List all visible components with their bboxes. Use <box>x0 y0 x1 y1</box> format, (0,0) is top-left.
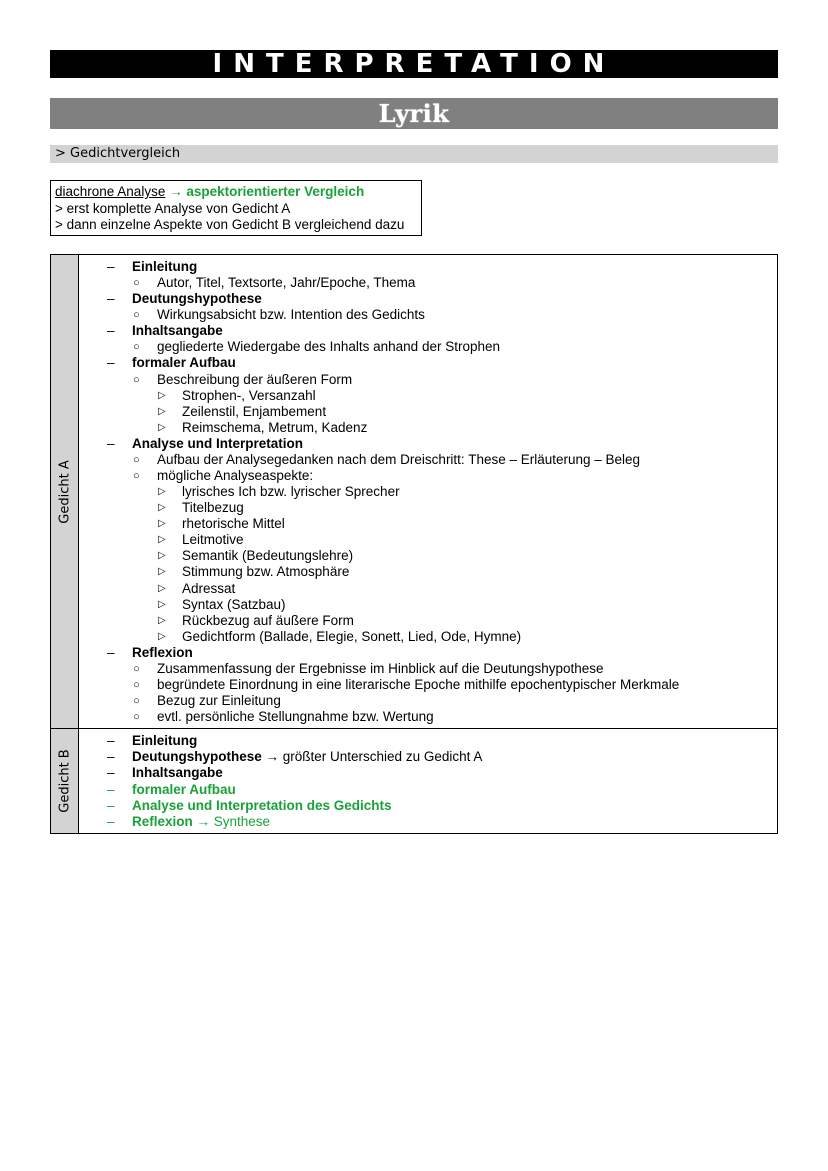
info-line-3: > dann einzelne Aspekte von Gedicht B vergleichend dazu <box>55 217 405 232</box>
method-name: aspektorientierter Vergleich <box>186 184 365 199</box>
outline-item-level-2 <box>79 275 777 291</box>
outline-item-text: Titelbezug <box>182 500 244 516</box>
bullet-icon: ○ <box>133 679 140 692</box>
outline-item-text: Reflexion <box>132 644 193 660</box>
bullet-icon: ○ <box>133 341 140 354</box>
method-info-box <box>50 180 422 236</box>
outline-item-text-wrap <box>182 500 244 516</box>
outline-item-text-wrap <box>132 798 392 814</box>
outline-item-text: Aufbau der Analysegedanken nach dem Dreischritt: These – Erläuterung – Beleg <box>157 451 641 467</box>
gedicht-b-label-cell <box>51 729 79 832</box>
outline-item-level-2 <box>79 307 777 323</box>
outline-item-level-1 <box>79 259 777 275</box>
outline-item-level-3 <box>79 564 777 580</box>
outline-item-level-3 <box>79 613 777 629</box>
bullet-icon: – <box>107 259 115 274</box>
outline-item-text: Autor, Titel, Textsorte, Jahr/Epoche, Thema <box>157 275 416 291</box>
outline-item-text-wrap <box>157 693 281 709</box>
outline-item-text: Zeilenstil, Enjambement <box>182 403 327 419</box>
outline-item-text-wrap <box>182 629 521 645</box>
outline-item-level-1 <box>79 436 777 452</box>
outline-item-text-wrap <box>182 548 353 564</box>
outline-item-text-wrap <box>157 339 500 355</box>
outline-item-text: Gedichtform (Ballade, Elegie, Sonett, Lied, Ode, Hymne) <box>182 628 522 644</box>
info-line-2: > erst komplette Analyse von Gedicht A <box>55 200 291 216</box>
outline-item-text-wrap <box>182 597 286 613</box>
outline-item-level-1 <box>79 733 777 749</box>
bullet-icon: ▷ <box>158 534 166 546</box>
gedicht-a-outline <box>79 255 777 728</box>
outline-item-text-wrap <box>132 749 482 765</box>
outline-item-text: Inhaltsangabe <box>132 323 223 339</box>
outline-item-suffix: → Synthese <box>192 813 271 829</box>
gedicht-b-label: Gedicht B <box>57 749 72 813</box>
bullet-icon: ▷ <box>158 518 166 530</box>
bullet-icon: ○ <box>133 662 140 675</box>
bullet-icon: ▷ <box>158 389 166 401</box>
outline-item-text-wrap <box>182 613 354 629</box>
outline-item-text-wrap <box>132 645 193 661</box>
bullet-icon: ▷ <box>158 598 166 610</box>
outline-item-level-3 <box>79 516 777 532</box>
section-heading: > Gedichtvergleich <box>50 145 778 163</box>
info-line-1 <box>55 184 417 201</box>
outline-item-text-wrap <box>157 677 679 693</box>
outline-item-text-wrap <box>132 765 223 781</box>
outline-item-level-2 <box>79 372 777 388</box>
gedicht-a-label-cell <box>51 255 79 728</box>
arrow-glyph: → <box>169 184 183 199</box>
outline-item-text-wrap <box>182 404 326 420</box>
outline-item-text-wrap <box>157 372 352 388</box>
outline-item-level-3 <box>79 597 777 613</box>
outline-item-level-3 <box>79 500 777 516</box>
bullet-icon: – <box>107 765 115 781</box>
outline-item-text: Reimschema, Metrum, Kadenz <box>182 419 368 435</box>
outline-item-level-1 <box>79 782 777 798</box>
outline-item-level-2 <box>79 468 777 484</box>
outline-item-text-wrap <box>132 733 197 749</box>
outline-item-level-1 <box>79 814 777 830</box>
outline-item-text: Wirkungsabsicht bzw. Intention des Gedichts <box>157 307 425 323</box>
gedicht-a-row <box>51 255 777 728</box>
outline-item-level-3 <box>79 548 777 564</box>
bullet-icon: – <box>107 781 115 797</box>
outline-item-level-1 <box>79 765 777 781</box>
outline-item-text-wrap <box>182 516 285 532</box>
outline-item-text-wrap <box>157 275 415 291</box>
bullet-icon: ○ <box>133 309 140 322</box>
outline-item-text-wrap <box>182 388 316 404</box>
outline-item-level-2 <box>79 677 777 693</box>
outline-item-text-wrap <box>182 420 367 436</box>
outline-item-text: Einleitung <box>132 259 198 274</box>
outline-item-text-wrap <box>157 709 434 725</box>
method-term: diachrone Analyse <box>55 184 166 199</box>
outline-item-level-3 <box>79 420 777 436</box>
outline-item-text-wrap <box>157 468 313 484</box>
outline-item-text-wrap <box>182 581 235 597</box>
bullet-icon: – <box>107 813 115 829</box>
outline-item-level-1 <box>79 798 777 814</box>
bullet-icon: ▷ <box>158 630 166 642</box>
page-title: INTERPRETATION <box>50 50 778 78</box>
outline-item-text-wrap <box>157 452 640 468</box>
outline-item-text: Deutungshypothese <box>132 291 262 307</box>
outline-item-text-wrap <box>157 661 604 677</box>
outline-item-text-wrap <box>182 532 244 548</box>
outline-item-text: evtl. persönliche Stellungnahme bzw. Wertung <box>157 709 434 725</box>
bullet-icon: ○ <box>133 453 140 466</box>
bullet-icon: ▷ <box>158 550 166 562</box>
outline-item-text-wrap <box>182 564 349 580</box>
outline-item-text: Adressat <box>182 580 236 596</box>
bullet-icon: – <box>107 291 115 307</box>
outline-item-text: formaler Aufbau <box>132 355 236 371</box>
outline-item-level-1 <box>79 749 777 765</box>
outline-item-text: Analyse und Interpretation <box>132 435 304 451</box>
outline-item-text: lyrisches Ich bzw. lyrischer Sprecher <box>182 484 400 500</box>
gedicht-a-label: Gedicht A <box>57 459 72 524</box>
bullet-icon: – <box>107 733 115 749</box>
outline-item-text: Semantik (Bedeutungslehre) <box>182 548 354 564</box>
outline-item-text-wrap <box>132 355 236 371</box>
bullet-icon: – <box>107 797 115 813</box>
outline-item-text: Syntax (Satzbau) <box>182 596 286 612</box>
bullet-icon: – <box>107 355 115 371</box>
outline-item-text: Bezug zur Einleitung <box>157 693 281 709</box>
outline-item-level-3 <box>79 388 777 404</box>
bullet-icon: ○ <box>133 277 140 290</box>
bullet-icon: – <box>107 435 115 451</box>
bullet-icon: ▷ <box>158 486 166 498</box>
outline-item-text: begründete Einordnung in eine literarische Epoche mithilfe epochentypischer Merkmale <box>157 677 680 693</box>
bullet-icon: ▷ <box>158 502 166 514</box>
outline-item-level-1 <box>79 323 777 339</box>
gedicht-b-outline <box>79 729 777 832</box>
bullet-icon: ○ <box>133 470 140 483</box>
outline-item-text: Analyse und Interpretation des Gedichts <box>132 797 392 813</box>
outline-item-text: Beschreibung der äußeren Form <box>157 371 353 387</box>
outline-item-level-1 <box>79 645 777 661</box>
bullet-icon: – <box>107 323 115 339</box>
bullet-icon: ▷ <box>158 582 166 594</box>
outline-item-text: Leitmotive <box>182 532 244 548</box>
outline-item-level-1 <box>79 291 777 307</box>
outline-item-level-3 <box>79 404 777 420</box>
bullet-icon: ○ <box>133 695 140 708</box>
page-subtitle: Lyrik <box>50 98 778 129</box>
bullet-icon: ▷ <box>158 421 166 433</box>
outline-item-text: Einleitung <box>132 733 198 749</box>
outline-item-level-1 <box>79 355 777 371</box>
outline-item-text: Stimmung bzw. Atmosphäre <box>182 564 350 580</box>
bullet-icon: ▷ <box>158 614 166 626</box>
outline-table <box>50 254 778 834</box>
outline-item-text-wrap <box>132 259 197 275</box>
outline-item-text-wrap <box>157 307 425 323</box>
outline-item-suffix: → größter Unterschied zu Gedicht A <box>261 749 483 765</box>
outline-item-text-wrap <box>132 291 262 307</box>
bullet-icon: – <box>107 749 115 765</box>
outline-item-level-2 <box>79 452 777 468</box>
bullet-icon: ▷ <box>158 405 166 417</box>
outline-item-text: Deutungshypothese <box>132 749 262 765</box>
outline-item-text: Inhaltsangabe <box>132 765 223 781</box>
outline-item-level-3 <box>79 629 777 645</box>
bullet-icon: – <box>107 644 115 660</box>
outline-item-level-3 <box>79 532 777 548</box>
bullet-icon: ▷ <box>158 566 166 578</box>
outline-item-text-wrap <box>182 484 400 500</box>
outline-item-text-wrap <box>132 814 270 830</box>
outline-item-text: formaler Aufbau <box>132 781 236 797</box>
bullet-icon: ○ <box>133 711 140 724</box>
outline-item-level-3 <box>79 581 777 597</box>
outline-item-level-2 <box>79 661 777 677</box>
outline-item-text: mögliche Analyseaspekte: <box>157 468 314 484</box>
outline-item-text-wrap <box>132 782 236 798</box>
outline-item-text: Rückbezug auf äußere Form <box>182 612 354 628</box>
outline-item-text-wrap <box>132 323 223 339</box>
outline-item-level-2 <box>79 693 777 709</box>
bullet-icon: ○ <box>133 373 140 386</box>
outline-item-level-2 <box>79 339 777 355</box>
outline-item-level-3 <box>79 484 777 500</box>
outline-item-text: Reflexion <box>132 813 193 829</box>
outline-item-text: rhetorische Mittel <box>182 516 285 532</box>
outline-item-text: Strophen-, Versanzahl <box>182 387 316 403</box>
gedicht-b-row <box>51 728 777 832</box>
outline-item-text: Zusammenfassung der Ergebnisse im Hinblick auf die Deutungshypothese <box>157 660 604 676</box>
outline-item-text-wrap <box>132 436 303 452</box>
outline-item-level-2 <box>79 709 777 725</box>
outline-item-text: gegliederte Wiedergabe des Inhalts anhand der Strophen <box>157 339 500 355</box>
